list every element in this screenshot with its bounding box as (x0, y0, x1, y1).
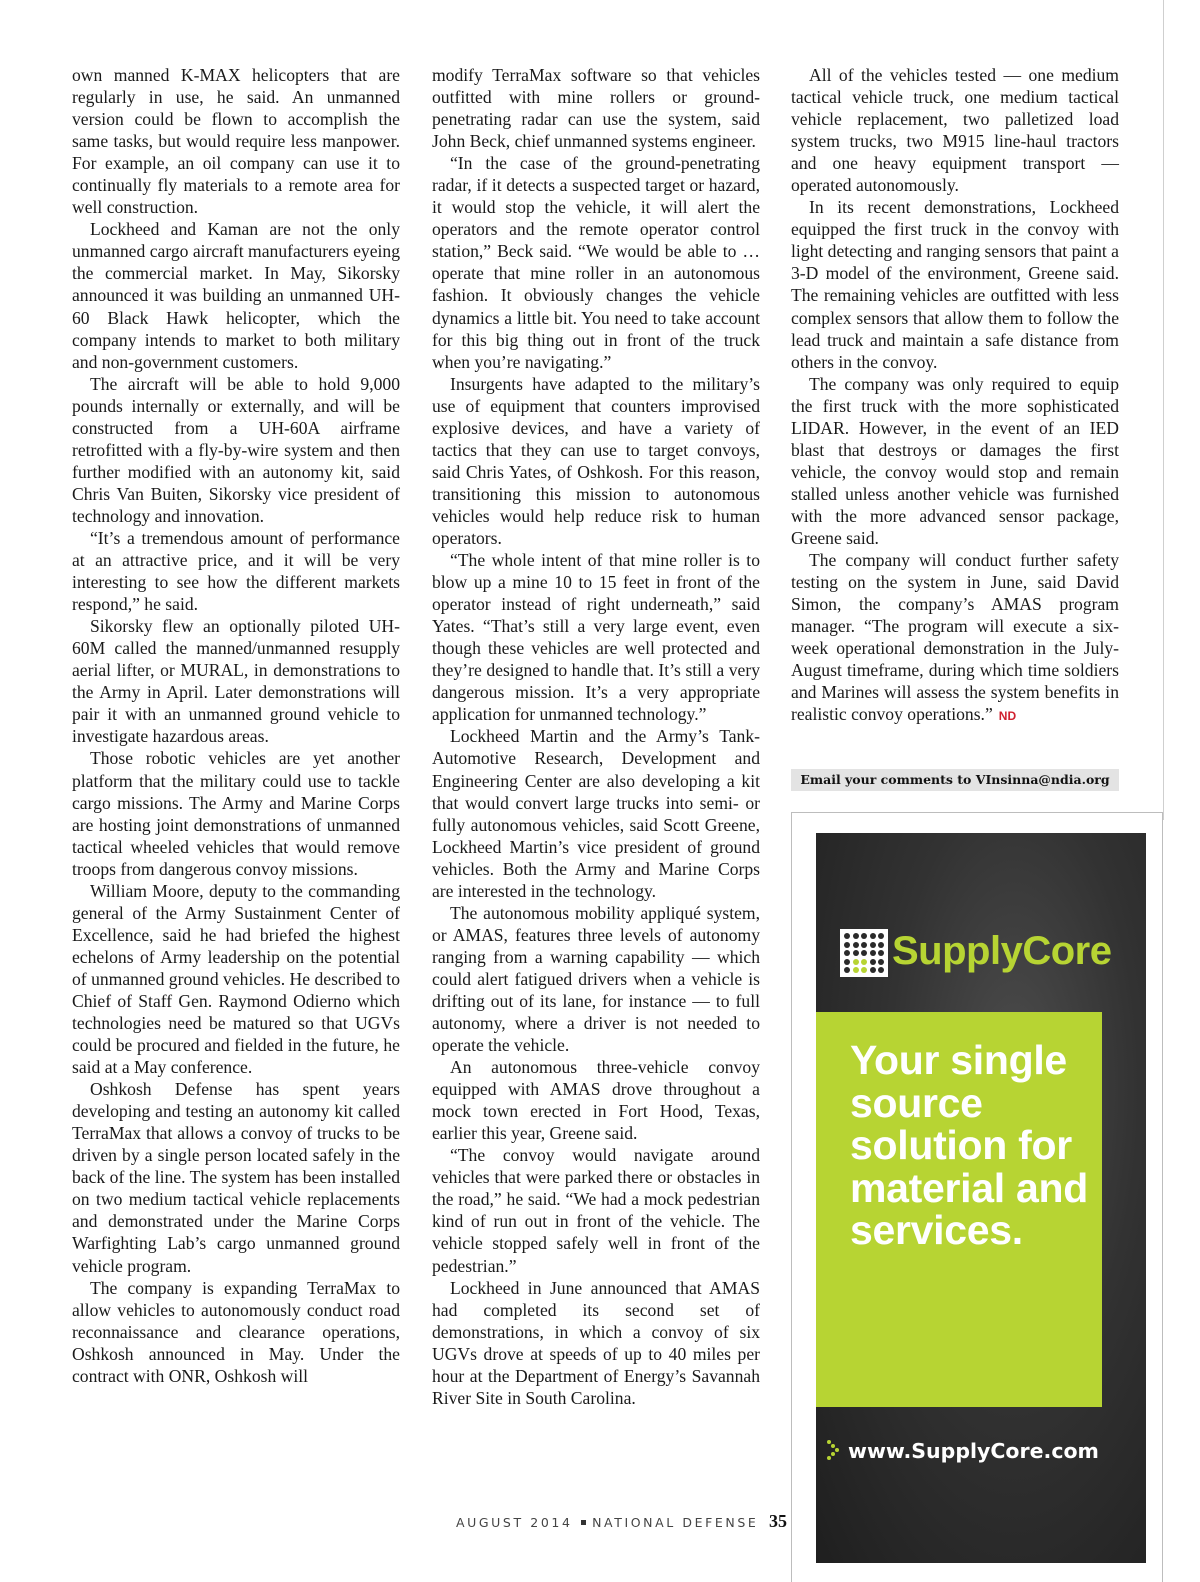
logo-dot (853, 959, 859, 965)
article-column-2 (432, 64, 760, 1409)
paragraph: own manned K-MAX helicopters that are regularly in use, he said. An unmanned version could be flown to accomplish the same tasks, but would require less manpower. For example, an oil company can use it to continually fly materials to a remote area for well construction. (72, 65, 400, 218)
last-paragraph (791, 549, 1119, 727)
paragraph: “The convoy would navigate around vehicles that were parked there or obstacles in the road,” he said. “We had a mock pedestrian kind of run out in front of the vehicle. The vehicle stopped safely well in front of the pedestrian.” (432, 1145, 760, 1276)
supplycore-logo-icon (840, 929, 888, 977)
logo-dot (853, 933, 859, 939)
paragraph: William Moore, deputy to the commanding general of the Army Sustainment Center of Excellence, said he had briefed the highest echelons of Army leadership on the potential of unmanned ground vehicles. He described to Chief of Staff Gen. Raymond Odierno which technologies need be matured so that UGVs could be procured and fielded in the future, he said at a May conference. (72, 880, 400, 1078)
article-column-1 (72, 64, 400, 1387)
logo-dot (878, 933, 884, 939)
logo-dot (861, 950, 867, 956)
paragraph: The company was only required to equip the first truck with the more sophisticated LIDAR. However, in the event of an IED blast that destroys or damages the first vehicle, the convoy would stop and remain stalled unless another vehicle was furnished with the more advanced sensor package, Greene said. (791, 373, 1119, 548)
logo-dot (861, 967, 867, 973)
paragraph: Those robotic vehicles are yet another platform that the military could use to tackle cargo missions. The Army and Marine Corps are hosting joint demonstrations of unmanned tactical wheeled vehicles that would remove troops from dangerous convoy missions. (72, 748, 400, 879)
logo-dot (870, 933, 876, 939)
paragraph-text: The company will conduct further safety testing on the system in June, said David Simon, the company’s AMAS program manager. “The program will execute a six-week operational demonstration in the July-August timeframe, during which time soldiers and Marines will assess the system benefits in realistic convoy operations.” (791, 550, 1119, 725)
paragraph: The aircraft will be able to hold 9,000 pounds internally or externally, and will be constructed from a UH-60A airframe retrofitted with a fly-by-wire system and then further modified with an autonomy kit, said Chris Van Buiten, Sikorsky vice president of technology and innovation. (72, 373, 400, 526)
logo-dot (853, 942, 859, 948)
logo-dot (844, 942, 850, 948)
footer-date: AUGUST 2014 (456, 1515, 573, 1530)
logo-dot (870, 967, 876, 973)
logo-dot (870, 942, 876, 948)
paragraph: “It’s a tremendous amount of performance at an attractive price, and it will be very interesting to see how the different markets respond,” he said. (72, 527, 400, 615)
logo-dot (878, 967, 884, 973)
article-column-3 (791, 64, 1119, 727)
logo-dot (861, 933, 867, 939)
paragraph: An autonomous three-vehicle convoy equipped with AMAS drove throughout a mock town erected in Fort Hood, Texas, earlier this year, Greene said. (432, 1057, 760, 1144)
footer-publication: NATIONAL DEFENSE (592, 1515, 759, 1530)
page-number: 35 (768, 1511, 787, 1531)
paragraph: “In the case of the ground-penetrating radar, if it detects a suspected target or hazard, it would stop the vehicle, it will alert the operators and the remote operator control station,” Beck said. “We would be able to … operate that mine roller in an autonomous fashion. It obviously changes the vehicle dynamics a little bit. You need to take account for this big thing out in front of the truck when you’re navigating.” (432, 153, 760, 372)
paragraph: modify TerraMax software so that vehicles outfitted with mine rollers or ground-penetrating radar can use the system, said John Beck, chief unmanned systems engineer. (432, 65, 760, 152)
logo-dot (844, 933, 850, 939)
logo-dot (844, 967, 850, 973)
paragraph: In its recent demonstrations, Lockheed equipped the first truck in the convoy with light detecting and ranging sensors that paint a 3-D model of the environment, Greene said. The remaining vehicles are outfitted with less complex sensors that allow them to follow the lead truck and maintain a safe distance from others in the convoy. (791, 197, 1119, 372)
dotted-arrow-icon (826, 1439, 842, 1461)
paragraph: Lockheed Martin and the Army’s Tank-Automotive Research, Development and Engineering Center are also developing a kit that would convert large trucks into semi- or fully autonomous vehicles, said Scott Greene, Lockheed Martin’s vice president of ground vehicles. Both the Army and Marine Corps are interested in the technology. (432, 726, 760, 901)
paragraph: Insurgents have adapted to the military’s use of equipment that counters improvised explosive devices, and have a variety of tactics that they can use to target convoys, said Chris Yates, of Oshkosh. For this reason, transitioning this mission to autonomous vehicles would help reduce risk to human operators. (432, 373, 760, 548)
logo-dot (861, 959, 867, 965)
email-comments-bar[interactable]: Email your comments to VInsinna@ndia.org (791, 769, 1119, 791)
paragraph: Lockheed in June announced that AMAS had completed its second set of demonstrations, in which a convoy of six UGVs drove at speeds of up to 40 miles per hour at the Department of Energy’s Savannah River Site in South Carolina. (432, 1277, 760, 1408)
paragraph: The autonomous mobility appliqué system, or AMAS, features three levels of autonomy ranging from a warning capability — which could alert fatigued drivers when a vehicle is drifting out of its lane, for instance — to full autonomy, where a driver is not needed to operate the vehicle. (432, 902, 760, 1056)
logo-dot (870, 950, 876, 956)
ad-green-panel (816, 1012, 1102, 1407)
logo-dot (853, 950, 859, 956)
footer-bullet (581, 1520, 586, 1525)
logo-dot (844, 959, 850, 965)
paragraph: Oshkosh Defense has spent years developing and testing an autonomy kit called TerraMax that allows a convoy of trucks to be driven by a single person located safely in the back of the line. The system has been installed on two medium tactical vehicle replacements and demonstrated under the Marine Corps Warfighting Lab’s cargo unmanned ground vehicle program. (72, 1079, 400, 1276)
end-mark: ND (998, 709, 1017, 724)
paragraph: “The whole intent of that mine roller is to blow up a mine 10 to 15 feet in front of the operator instead of right underneath,” said Yates. “That’s still a very large event, even though these vehicles are well protected and they’re designed to handle that. It’s still a very dangerous mission. It’s a very appropriate application for unmanned technology.” (432, 550, 760, 725)
logo-dot (878, 942, 884, 948)
logo-dot (844, 950, 850, 956)
logo-dot (861, 942, 867, 948)
ad-url[interactable] (826, 1436, 1099, 1466)
paragraph: The company is expanding TerraMax to allow vehicles to autonomously conduct road reconnaissance and clearance operations, Oshkosh announced in May. Under the contract with ONR, Oshkosh will (72, 1277, 400, 1386)
brand-name: SupplyCore (892, 929, 1112, 973)
ad-headline: Your single source solution for material and services. (850, 1037, 1088, 1253)
logo-dot-grid (844, 933, 884, 973)
paragraph: Sikorsky flew an optionally piloted UH-60M called the manned/unmanned resupply aerial lifter, or MURAL, in demonstrations to the Army in April. Later demonstrations will pair it with an unmanned ground vehicle to investigate hazardous areas. (72, 616, 400, 747)
logo-dot (853, 967, 859, 973)
column-rule (1163, 0, 1164, 820)
logo-dot (870, 959, 876, 965)
logo-dot (878, 959, 884, 965)
paragraph: All of the vehicles tested — one medium tactical vehicle truck, one medium tactical vehicle replacement, two palletized load system trucks, two M915 line-haul tractors and one heavy equipment transport — operated autonomously. (791, 65, 1119, 196)
ad-url-text[interactable]: www.SupplyCore.com (848, 1439, 1099, 1463)
paragraph: Lockheed and Kaman are not the only unmanned cargo aircraft manufacturers eyeing the commercial market. In May, Sikorsky announced it was building an unmanned UH-60 Black Hawk helicopter, which the company intends to market to both military and non-government customers. (72, 219, 400, 372)
supplycore-advertisement[interactable] (816, 833, 1146, 1563)
logo-dot (878, 950, 884, 956)
page-footer (456, 1511, 787, 1532)
